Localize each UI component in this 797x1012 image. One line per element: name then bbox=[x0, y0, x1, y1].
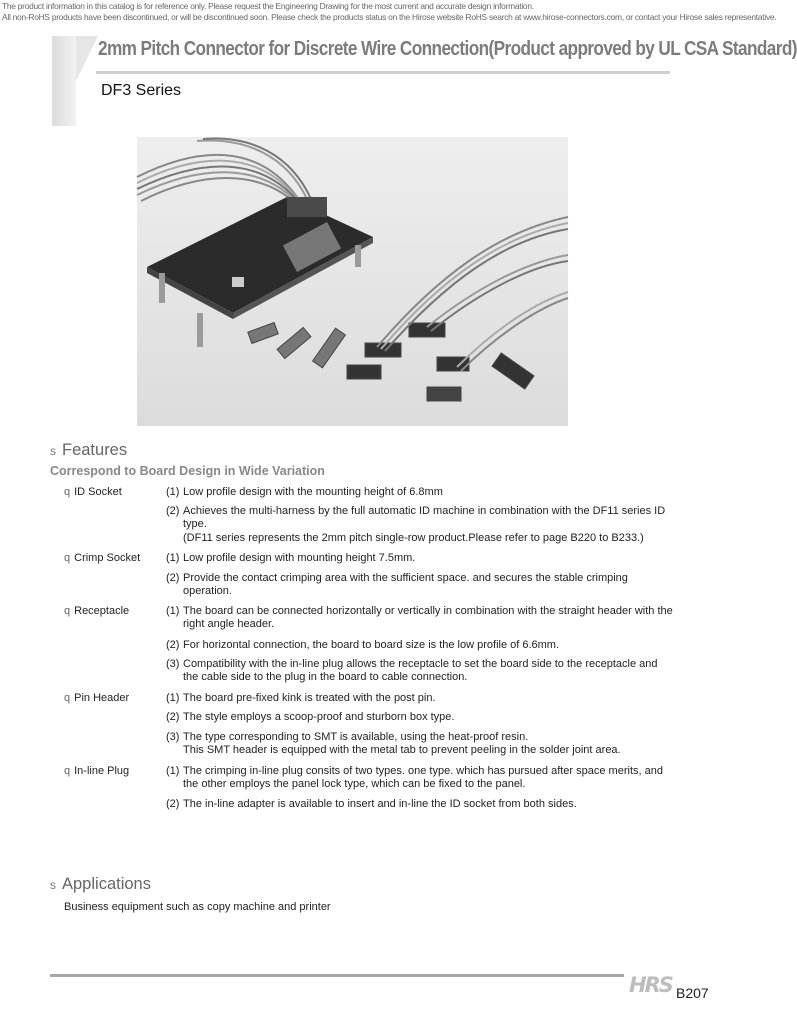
hrs-logo: HRS bbox=[629, 973, 672, 997]
feature-text-cont: type. bbox=[183, 518, 207, 531]
feature-text: The board pre-fixed kink is treated with the post pin. bbox=[183, 692, 436, 704]
feature-text: The crimping in-line plug consits of two types. one type. which has pursued after space merits, and bbox=[183, 765, 663, 777]
category-marker: q bbox=[64, 486, 71, 498]
footer-rule bbox=[50, 974, 624, 977]
feature-text: Provide the contact crimping area with the sufficient space. and secures the stable crimping bbox=[183, 572, 628, 584]
header-tab-wedge bbox=[76, 36, 98, 81]
feature-number: (3) bbox=[166, 731, 180, 743]
feature-item bbox=[166, 711, 676, 724]
feature-item bbox=[166, 731, 676, 758]
feature-text: For horizontal connection, the board to board size is the low profile of 6.6mm. bbox=[183, 639, 560, 651]
category-crimp-socket bbox=[64, 552, 140, 564]
category-name: Receptacle bbox=[74, 605, 130, 617]
feature-text-cont: operation. bbox=[183, 585, 232, 598]
feature-text: Low profile design with mounting height 7.5mm. bbox=[183, 552, 416, 564]
product-photo-illustration bbox=[137, 137, 568, 426]
feature-item bbox=[166, 605, 676, 632]
feature-text: The type corresponding to SMT is available, using the heat-proof resin. bbox=[183, 731, 529, 743]
feature-text-cont: (DF11 series represents the 2mm pitch single-row product.Please refer to page B220 to B233.) bbox=[183, 531, 644, 544]
feature-number: (2) bbox=[166, 505, 180, 517]
notice bbox=[2, 1, 777, 23]
feature-item bbox=[166, 658, 676, 685]
feature-item bbox=[166, 572, 676, 599]
feature-text-cont: the cable side to the plug in the board to cable connection. bbox=[183, 671, 468, 684]
feature-text: The board can be connected horizontally or vertically in combination with the straight header with the bbox=[183, 605, 673, 617]
series-name: DF3 Series bbox=[101, 82, 182, 99]
notice-line-1: The product information in this catalog is for reference only. Please request the Engineering Drawing for the most current and accurate design information. bbox=[2, 1, 534, 11]
feature-number: (2) bbox=[166, 711, 180, 723]
features-heading bbox=[50, 441, 127, 460]
title-rule bbox=[96, 71, 670, 74]
features-subheading: Correspond to Board Design in Wide Variation bbox=[50, 464, 325, 478]
notice-line-2: All non-RoHS products have been discontinued, or will be discontinued soon. Please check the products status on the Hirose website RoHS search at www.hirose-connectors.com, or contact your Hirose sales representative. bbox=[2, 12, 777, 22]
category-marker: q bbox=[64, 692, 71, 704]
feature-text-cont: the other employs the panel lock type, which can be fixed to the panel. bbox=[183, 778, 526, 791]
feature-text: Low profile design with the mounting height of 6.8mm bbox=[183, 486, 443, 498]
feature-item bbox=[166, 765, 676, 792]
feature-item bbox=[166, 798, 676, 811]
category-id-socket bbox=[64, 486, 122, 498]
page-number: B207 bbox=[676, 985, 709, 1001]
category-marker: q bbox=[64, 765, 71, 777]
feature-text: The style employs a scoop-proof and sturborn box type. bbox=[183, 711, 455, 723]
feature-text: The in-line adapter is available to insert and in-line the ID socket from both sides. bbox=[183, 798, 577, 810]
category-name: ID Socket bbox=[74, 486, 122, 498]
features-bullet: s bbox=[50, 444, 56, 458]
feature-number: (3) bbox=[166, 658, 180, 670]
feature-item bbox=[166, 692, 676, 705]
category-name: Crimp Socket bbox=[74, 552, 141, 564]
category-pin-header bbox=[64, 692, 129, 704]
feature-number: (2) bbox=[166, 572, 180, 584]
feature-text-cont: right angle header. bbox=[183, 618, 275, 631]
feature-number: (1) bbox=[166, 765, 180, 777]
page-title: 2mm Pitch Connector for Discrete Wire Connection(Product approved by UL CSA Standard) bbox=[98, 38, 797, 60]
applications-heading bbox=[50, 875, 151, 894]
applications-bullet: s bbox=[50, 878, 56, 892]
feature-number: (1) bbox=[166, 486, 180, 498]
feature-number: (1) bbox=[166, 692, 180, 704]
feature-number: (2) bbox=[166, 798, 180, 810]
product-photo bbox=[137, 137, 568, 426]
applications-heading-text: Applications bbox=[62, 875, 151, 893]
feature-item bbox=[166, 486, 676, 499]
feature-item bbox=[166, 552, 676, 565]
feature-item bbox=[166, 505, 676, 545]
feature-number: (1) bbox=[166, 605, 180, 617]
feature-text: Achieves the multi-harness by the full automatic ID machine in combination with the DF11 series ID bbox=[183, 505, 666, 517]
category-marker: q bbox=[64, 552, 71, 564]
features-heading-text: Features bbox=[62, 441, 128, 459]
category-name: Pin Header bbox=[74, 692, 130, 704]
feature-number: (2) bbox=[166, 639, 180, 651]
category-in-line-plug bbox=[64, 765, 129, 777]
feature-text-cont: This SMT header is equipped with the metal tab to prevent peeling in the solder joint area. bbox=[183, 744, 621, 757]
category-receptacle bbox=[64, 605, 129, 617]
feature-text: Compatibility with the in-line plug allows the receptacle to set the board side to the receptacle and bbox=[183, 658, 658, 670]
feature-item bbox=[166, 639, 676, 652]
category-marker: q bbox=[64, 605, 71, 617]
applications-text: Business equipment such as copy machine and printer bbox=[64, 901, 331, 913]
header-tab bbox=[52, 36, 76, 126]
feature-number: (1) bbox=[166, 552, 180, 564]
category-name: In-line Plug bbox=[74, 765, 130, 777]
